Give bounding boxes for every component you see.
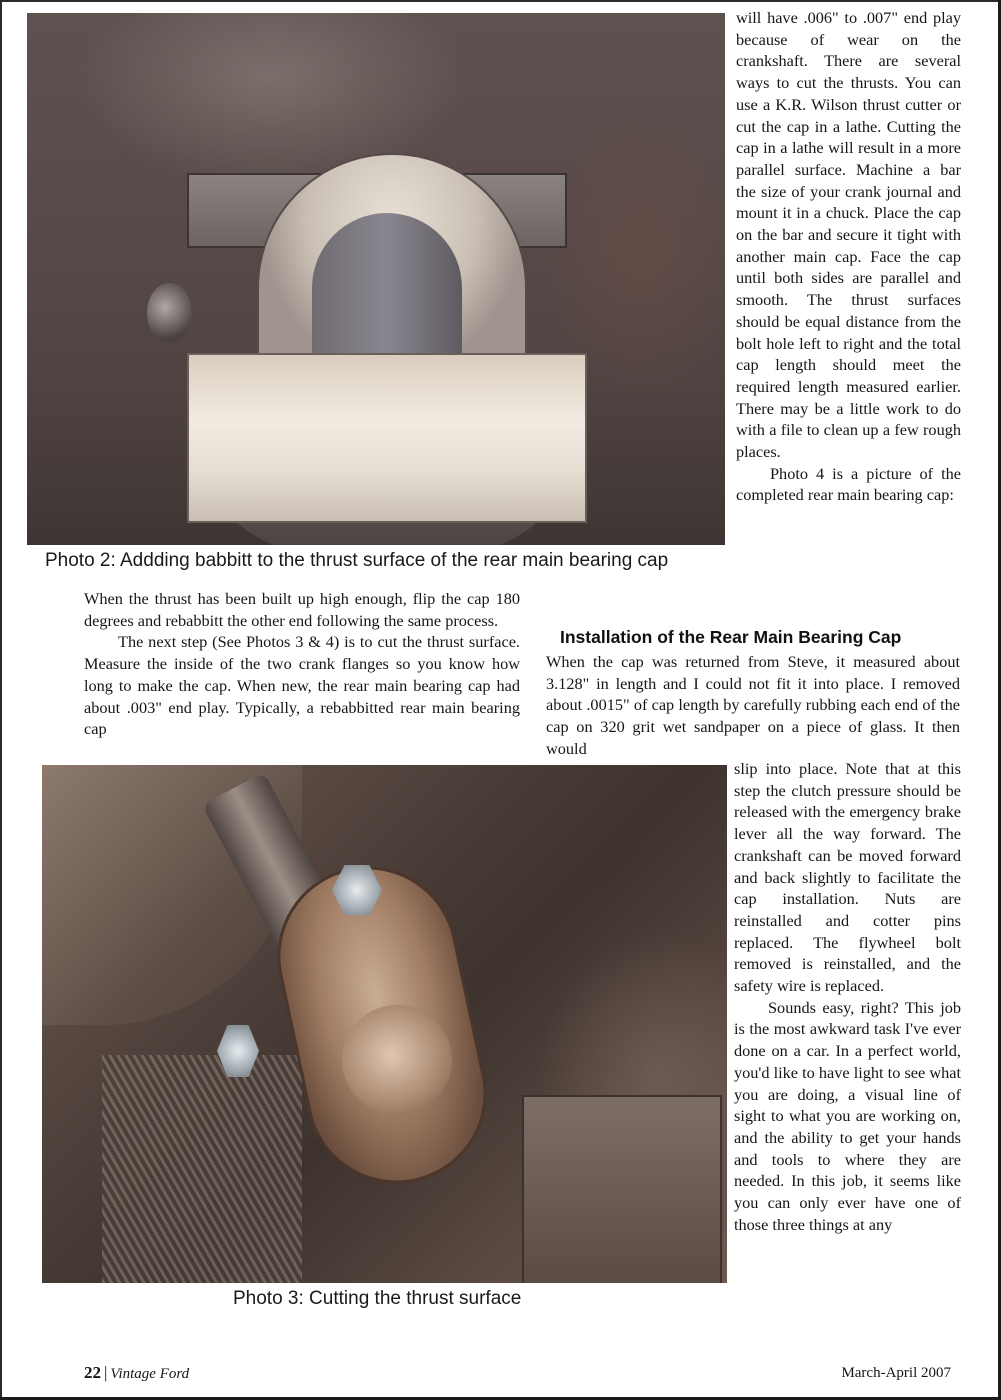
vise-screw-image — [147, 283, 192, 343]
page-border-top — [0, 0, 1001, 2]
paragraph: slip into place. Note that at this step the clutch pressure should be released with the emergency brake lever all the way forward. The crankshaft can be moved forward and back slightly to facilitate the cap installation. Nuts are reinstalled and cotter pins replaced. The flywheel bolt removed is reinstalled, and the safety wire is replaced. — [734, 759, 961, 996]
paragraph: Sounds easy, right? This job is the most awkward task I've ever done on a car. In a perfect world, you'd like to have light to see what you are doing, a visual line of sight to what you are working on, and the ability to get your hands and tools to where they are needed. In this job, it seems like you can only ever have one of those three things at any — [734, 997, 961, 1234]
paragraph: Photo 4 is a picture of the completed rear main bearing cap: — [736, 463, 961, 505]
article-column-left-mid — [84, 588, 520, 740]
magazine-name: Vintage Ford — [110, 1366, 190, 1382]
issue-date: March-April 2007 — [841, 1365, 951, 1381]
page-border-left — [0, 0, 2, 1400]
photo-bearing-cap-in-vise — [27, 13, 725, 545]
cap-bore-image — [342, 1005, 452, 1115]
article-column-right-bottom — [734, 758, 961, 1235]
section-heading: Installation of the Rear Main Bearing Cap — [560, 627, 902, 647]
page-number: 22 — [84, 1363, 101, 1382]
tool-post-image — [522, 1095, 722, 1283]
article-column-right-top — [736, 7, 961, 506]
photo-cutting-thrust-surface — [42, 765, 727, 1283]
metal-chips-image — [102, 1055, 302, 1283]
paragraph: The next step (See Photos 3 & 4) is to cut the thrust surface. Measure the inside of the two crank flanges so you know how long to make the cap. When new, the rear main bearing cap had about .003" end play. Typically, a rebabbitted rear main bearing cap — [84, 632, 520, 739]
folio-separator: | — [104, 1363, 108, 1382]
paragraph: When the cap was returned from Steve, it measured about 3.128" in length and I could not fit it into place. I removed about .0015" of cap length by carefully rubbing each end of the cap on 320 grit wet sandpaper on a piece of glass. It then would — [546, 652, 960, 758]
article-section-intro — [546, 651, 960, 760]
paragraph: will have .006" to .007" end play because of wear on the crankshaft. There are several ways to cut the thrusts. You can use a K.R. Wilson thrust cutter or cut the cap in a lathe. Cutting the cap in a lathe will result in a more parallel surface. Machine a bar the size of your crank journal and mount it in a chuck. Place the cap on the bar and secure it tight with another main cap. Face the cap until both sides are parallel and smooth. The thrust surfaces should be equal distance from the bolt hole left to right and the total cap length should meet the required length measured earlier. There may be a little work to do with a file to clean up a few rough places. — [736, 8, 961, 462]
photo-3-caption: Photo 3: Cutting the thrust surface — [233, 1288, 522, 1309]
vise-front-jaw-image — [187, 353, 587, 523]
photo-2-caption: Photo 2: Addding babbitt to the thrust surface of the rear main bearing cap — [45, 550, 669, 571]
footer-folio — [84, 1363, 189, 1383]
paragraph: When the thrust has been built up high enough, flip the cap 180 degrees and rebabbitt the other end following the same process. — [84, 589, 520, 630]
